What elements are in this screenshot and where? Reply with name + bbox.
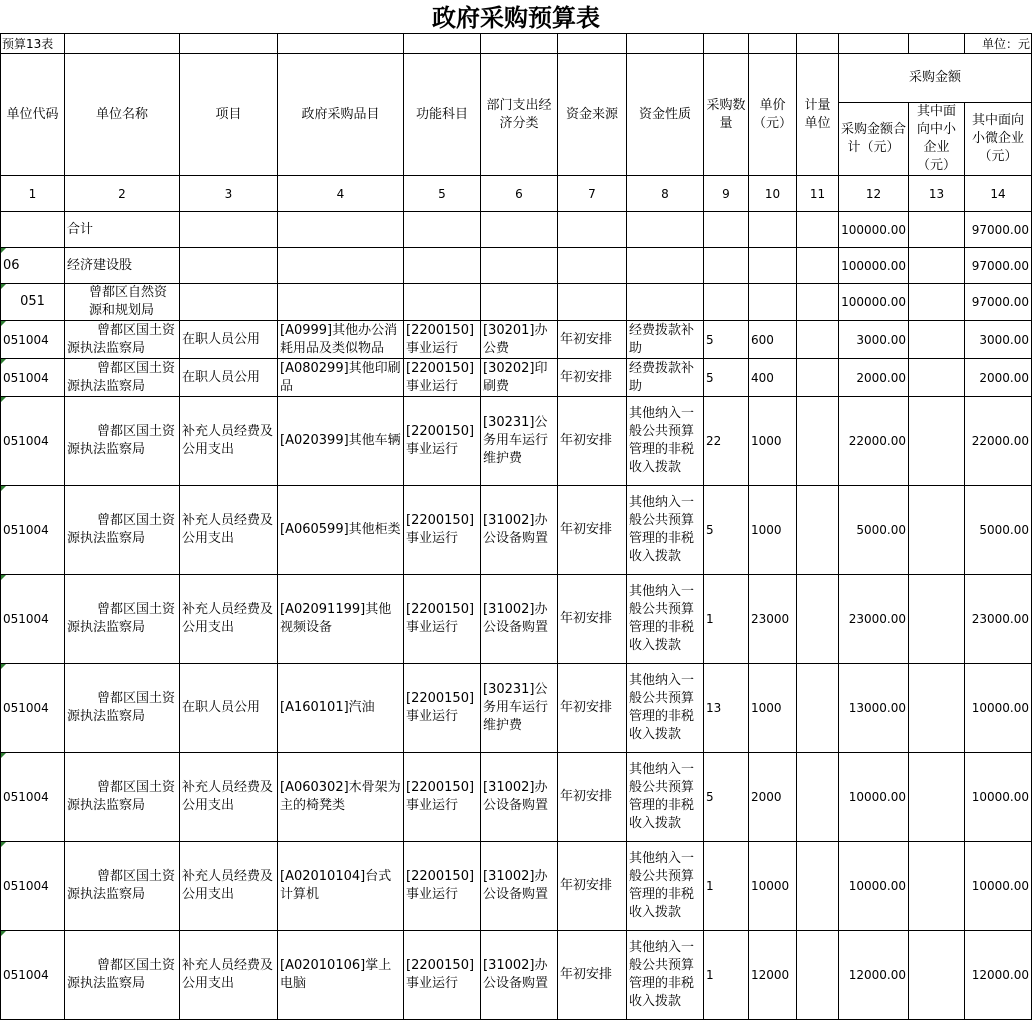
- amount-total: 13000.00: [839, 664, 909, 753]
- fund-nature: 其他纳入一般公共预算管理的非税收入拨款: [627, 664, 704, 753]
- summary-code: [1, 212, 65, 248]
- empty-cell: [404, 248, 481, 284]
- econ-class: [31002]办公设备购置: [481, 575, 558, 664]
- summary-row: [1, 212, 1032, 248]
- quantity: 1: [704, 842, 749, 931]
- measure-unit: [797, 753, 839, 842]
- quantity: 5: [704, 321, 749, 359]
- function-subject: [2200150]事业运行: [404, 753, 481, 842]
- fund-source: 年初安排: [558, 359, 627, 397]
- header-project: 项目: [180, 54, 278, 176]
- empty-cell: [558, 284, 627, 321]
- header-measure-unit: 计量单位: [797, 54, 839, 176]
- econ-class: [31002]办公设备购置: [481, 486, 558, 575]
- header-fund-source: 资金来源: [558, 54, 627, 176]
- unit-code: 051004: [1, 664, 65, 753]
- empty-cell: [627, 212, 704, 248]
- summary-micro: 97000.00: [965, 248, 1032, 284]
- empty-cell: [278, 248, 404, 284]
- column-number: 14: [965, 176, 1032, 212]
- empty-cell: [404, 284, 481, 321]
- empty-cell: [704, 248, 749, 284]
- amount-total: 12000.00: [839, 931, 909, 1020]
- procurement-item: [A020399]其他车辆: [278, 397, 404, 486]
- budget-table: [0, 33, 1032, 1020]
- unit-name: 曾都区国土资源执法监察局: [65, 397, 180, 486]
- procurement-item: [A160101]汽油: [278, 664, 404, 753]
- measure-unit: [797, 397, 839, 486]
- project: 在职人员公用: [180, 321, 278, 359]
- amount-micro: 12000.00: [965, 931, 1032, 1020]
- fund-nature: 其他纳入一般公共预算管理的非税收入拨款: [627, 931, 704, 1020]
- table-row: [1, 359, 1032, 397]
- function-subject: [2200150]事业运行: [404, 397, 481, 486]
- fund-nature: 其他纳入一般公共预算管理的非税收入拨款: [627, 753, 704, 842]
- fund-nature: 经费拨款补助: [627, 359, 704, 397]
- column-number: 2: [65, 176, 180, 212]
- quantity: 5: [704, 753, 749, 842]
- empty-cell: [627, 248, 704, 284]
- unit-name: 曾都区国土资源执法监察局: [65, 842, 180, 931]
- fund-nature: 其他纳入一般公共预算管理的非税收入拨款: [627, 486, 704, 575]
- empty-cell: [797, 284, 839, 321]
- function-subject: [2200150]事业运行: [404, 931, 481, 1020]
- project: 补充人员经费及公用支出: [180, 842, 278, 931]
- empty-cell: [180, 248, 278, 284]
- empty-cell: [278, 212, 404, 248]
- header-econ-class: 部门支出经济分类: [481, 54, 558, 176]
- header-unit-name: 单位名称: [65, 54, 180, 176]
- amount-total: 3000.00: [839, 321, 909, 359]
- project: 补充人员经费及公用支出: [180, 575, 278, 664]
- procurement-item: [A02010106]掌上电脑: [278, 931, 404, 1020]
- empty-cell: [749, 248, 797, 284]
- column-number: 11: [797, 176, 839, 212]
- unit-label: 单位：元: [965, 34, 1032, 54]
- unit-name: 曾都区国土资源执法监察局: [65, 321, 180, 359]
- project: 在职人员公用: [180, 664, 278, 753]
- unit-price: 2000: [749, 753, 797, 842]
- amount-micro: 22000.00: [965, 397, 1032, 486]
- unit-price: 400: [749, 359, 797, 397]
- column-number: 3: [180, 176, 278, 212]
- amount-sme: [909, 664, 965, 753]
- unit-price: 1000: [749, 397, 797, 486]
- table-row: [1, 486, 1032, 575]
- table-row: [1, 931, 1032, 1020]
- fund-source: 年初安排: [558, 753, 627, 842]
- table-row: [1, 321, 1032, 359]
- header-unit-code: 单位代码: [1, 54, 65, 176]
- procurement-item: [A0999]其他办公消耗用品及类似物品: [278, 321, 404, 359]
- econ-class: [30202]印刷费: [481, 359, 558, 397]
- column-number: 9: [704, 176, 749, 212]
- econ-class: [31002]办公设备购置: [481, 753, 558, 842]
- quantity: 5: [704, 359, 749, 397]
- amount-total: 10000.00: [839, 753, 909, 842]
- fund-source: 年初安排: [558, 931, 627, 1020]
- amount-micro: 23000.00: [965, 575, 1032, 664]
- fund-source: 年初安排: [558, 321, 627, 359]
- empty-cell: [180, 284, 278, 321]
- empty-cell: [909, 284, 965, 321]
- econ-class: [30231]公务用车运行维护费: [481, 664, 558, 753]
- amount-sme: [909, 842, 965, 931]
- unit-price: 600: [749, 321, 797, 359]
- quantity: 5: [704, 486, 749, 575]
- fund-nature: 其他纳入一般公共预算管理的非税收入拨款: [627, 842, 704, 931]
- measure-unit: [797, 842, 839, 931]
- summary-code: 06: [1, 248, 65, 284]
- procurement-item: [A02091199]其他视频设备: [278, 575, 404, 664]
- column-number: 8: [627, 176, 704, 212]
- summary-row: [1, 284, 1032, 321]
- empty-cell: [481, 248, 558, 284]
- table-row: [1, 575, 1032, 664]
- empty-cell: [704, 212, 749, 248]
- header-amount-total: 采购金额合计（元）: [839, 103, 909, 176]
- summary-total: 100000.00: [839, 212, 909, 248]
- empty-cell: [749, 284, 797, 321]
- function-subject: [2200150]事业运行: [404, 664, 481, 753]
- empty-cell: [909, 212, 965, 248]
- column-number: 4: [278, 176, 404, 212]
- project: 补充人员经费及公用支出: [180, 753, 278, 842]
- table-id: 预算13表: [1, 34, 65, 54]
- summary-row: [1, 248, 1032, 284]
- header-row-1: [1, 54, 1032, 103]
- empty-cell: [558, 248, 627, 284]
- header-item: 政府采购品目: [278, 54, 404, 176]
- column-number: 13: [909, 176, 965, 212]
- empty-cell: [558, 212, 627, 248]
- summary-name: 合计: [65, 212, 180, 248]
- amount-micro: 10000.00: [965, 664, 1032, 753]
- measure-unit: [797, 931, 839, 1020]
- measure-unit: [797, 486, 839, 575]
- header-micro: 其中面向小微企业（元）: [965, 103, 1032, 176]
- unit-name: 曾都区国土资源执法监察局: [65, 931, 180, 1020]
- unit-price: 1000: [749, 664, 797, 753]
- amount-sme: [909, 397, 965, 486]
- unit-code: 051004: [1, 931, 65, 1020]
- column-number: 1: [1, 176, 65, 212]
- column-number: 6: [481, 176, 558, 212]
- empty-cell: [627, 284, 704, 321]
- econ-class: [30231]公务用车运行维护费: [481, 397, 558, 486]
- header-fund-nature: 资金性质: [627, 54, 704, 176]
- unit-name: 曾都区国土资源执法监察局: [65, 359, 180, 397]
- unit-code: 051004: [1, 842, 65, 931]
- header-unit-price: 单价（元）: [749, 54, 797, 176]
- function-subject: [2200150]事业运行: [404, 575, 481, 664]
- measure-unit: [797, 359, 839, 397]
- unit-code: 051004: [1, 321, 65, 359]
- fund-source: 年初安排: [558, 842, 627, 931]
- amount-micro: 10000.00: [965, 842, 1032, 931]
- unit-price: 23000: [749, 575, 797, 664]
- summary-total: 100000.00: [839, 284, 909, 321]
- fund-source: 年初安排: [558, 664, 627, 753]
- header-sme: 其中面向中小企业（元）: [909, 103, 965, 176]
- amount-sme: [909, 575, 965, 664]
- fund-source: 年初安排: [558, 575, 627, 664]
- project: 补充人员经费及公用支出: [180, 486, 278, 575]
- header-qty: 采购数量: [704, 54, 749, 176]
- table-meta-row: [1, 34, 1032, 54]
- amount-sme: [909, 931, 965, 1020]
- econ-class: [31002]办公设备购置: [481, 842, 558, 931]
- column-number: 5: [404, 176, 481, 212]
- quantity: 13: [704, 664, 749, 753]
- procurement-item: [A080299]其他印刷品: [278, 359, 404, 397]
- fund-source: 年初安排: [558, 486, 627, 575]
- amount-total: 22000.00: [839, 397, 909, 486]
- unit-code: 051004: [1, 575, 65, 664]
- fund-nature: 经费拨款补助: [627, 321, 704, 359]
- econ-class: [30201]办公费: [481, 321, 558, 359]
- function-subject: [2200150]事业运行: [404, 359, 481, 397]
- table-row: [1, 397, 1032, 486]
- empty-cell: [909, 248, 965, 284]
- summary-micro: 97000.00: [965, 284, 1032, 321]
- project: 在职人员公用: [180, 359, 278, 397]
- column-number: 12: [839, 176, 909, 212]
- amount-total: 10000.00: [839, 842, 909, 931]
- empty-cell: [481, 284, 558, 321]
- function-subject: [2200150]事业运行: [404, 486, 481, 575]
- amount-sme: [909, 321, 965, 359]
- quantity: 1: [704, 575, 749, 664]
- unit-name: 曾都区国土资源执法监察局: [65, 664, 180, 753]
- fund-nature: 其他纳入一般公共预算管理的非税收入拨款: [627, 397, 704, 486]
- project: 补充人员经费及公用支出: [180, 397, 278, 486]
- amount-sme: [909, 486, 965, 575]
- amount-sme: [909, 753, 965, 842]
- summary-name: 经济建设股: [65, 248, 180, 284]
- fund-nature: 其他纳入一般公共预算管理的非税收入拨款: [627, 575, 704, 664]
- unit-name: 曾都区国土资源执法监察局: [65, 575, 180, 664]
- empty-cell: [749, 212, 797, 248]
- unit-code: 051004: [1, 753, 65, 842]
- column-number: 10: [749, 176, 797, 212]
- summary-total: 100000.00: [839, 248, 909, 284]
- amount-micro: 2000.00: [965, 359, 1032, 397]
- summary-code: 051: [1, 284, 65, 321]
- empty-cell: [797, 212, 839, 248]
- measure-unit: [797, 321, 839, 359]
- procurement-item: [A060599]其他柜类: [278, 486, 404, 575]
- measure-unit: [797, 664, 839, 753]
- project: 补充人员经费及公用支出: [180, 931, 278, 1020]
- amount-total: 23000.00: [839, 575, 909, 664]
- procurement-item: [A060302]木骨架为主的椅凳类: [278, 753, 404, 842]
- amount-micro: 10000.00: [965, 753, 1032, 842]
- table-row: [1, 842, 1032, 931]
- empty-cell: [180, 212, 278, 248]
- function-subject: [2200150]事业运行: [404, 842, 481, 931]
- table-row: [1, 753, 1032, 842]
- function-subject: [2200150]事业运行: [404, 321, 481, 359]
- procurement-item: [A02010104]台式计算机: [278, 842, 404, 931]
- quantity: 22: [704, 397, 749, 486]
- summary-name: 曾都区自然资源和规划局: [65, 284, 180, 321]
- empty-cell: [797, 248, 839, 284]
- measure-unit: [797, 575, 839, 664]
- empty-cell: [404, 212, 481, 248]
- amount-sme: [909, 359, 965, 397]
- fund-source: 年初安排: [558, 397, 627, 486]
- unit-price: 12000: [749, 931, 797, 1020]
- page-title: 政府采购预算表: [432, 3, 600, 32]
- header-amount-group: 采购金额: [839, 54, 1032, 103]
- unit-price: 10000: [749, 842, 797, 931]
- unit-code: 051004: [1, 397, 65, 486]
- unit-code: 051004: [1, 359, 65, 397]
- unit-price: 1000: [749, 486, 797, 575]
- empty-cell: [704, 284, 749, 321]
- summary-micro: 97000.00: [965, 212, 1032, 248]
- column-number: 7: [558, 176, 627, 212]
- amount-total: 5000.00: [839, 486, 909, 575]
- amount-micro: 5000.00: [965, 486, 1032, 575]
- table-row: [1, 664, 1032, 753]
- header-function-subject: 功能科目: [404, 54, 481, 176]
- column-number-row: [1, 176, 1032, 212]
- empty-cell: [481, 212, 558, 248]
- econ-class: [31002]办公设备购置: [481, 931, 558, 1020]
- unit-code: 051004: [1, 486, 65, 575]
- amount-micro: 3000.00: [965, 321, 1032, 359]
- quantity: 1: [704, 931, 749, 1020]
- unit-name: 曾都区国土资源执法监察局: [65, 753, 180, 842]
- unit-name: 曾都区国土资源执法监察局: [65, 486, 180, 575]
- empty-cell: [278, 284, 404, 321]
- amount-total: 2000.00: [839, 359, 909, 397]
